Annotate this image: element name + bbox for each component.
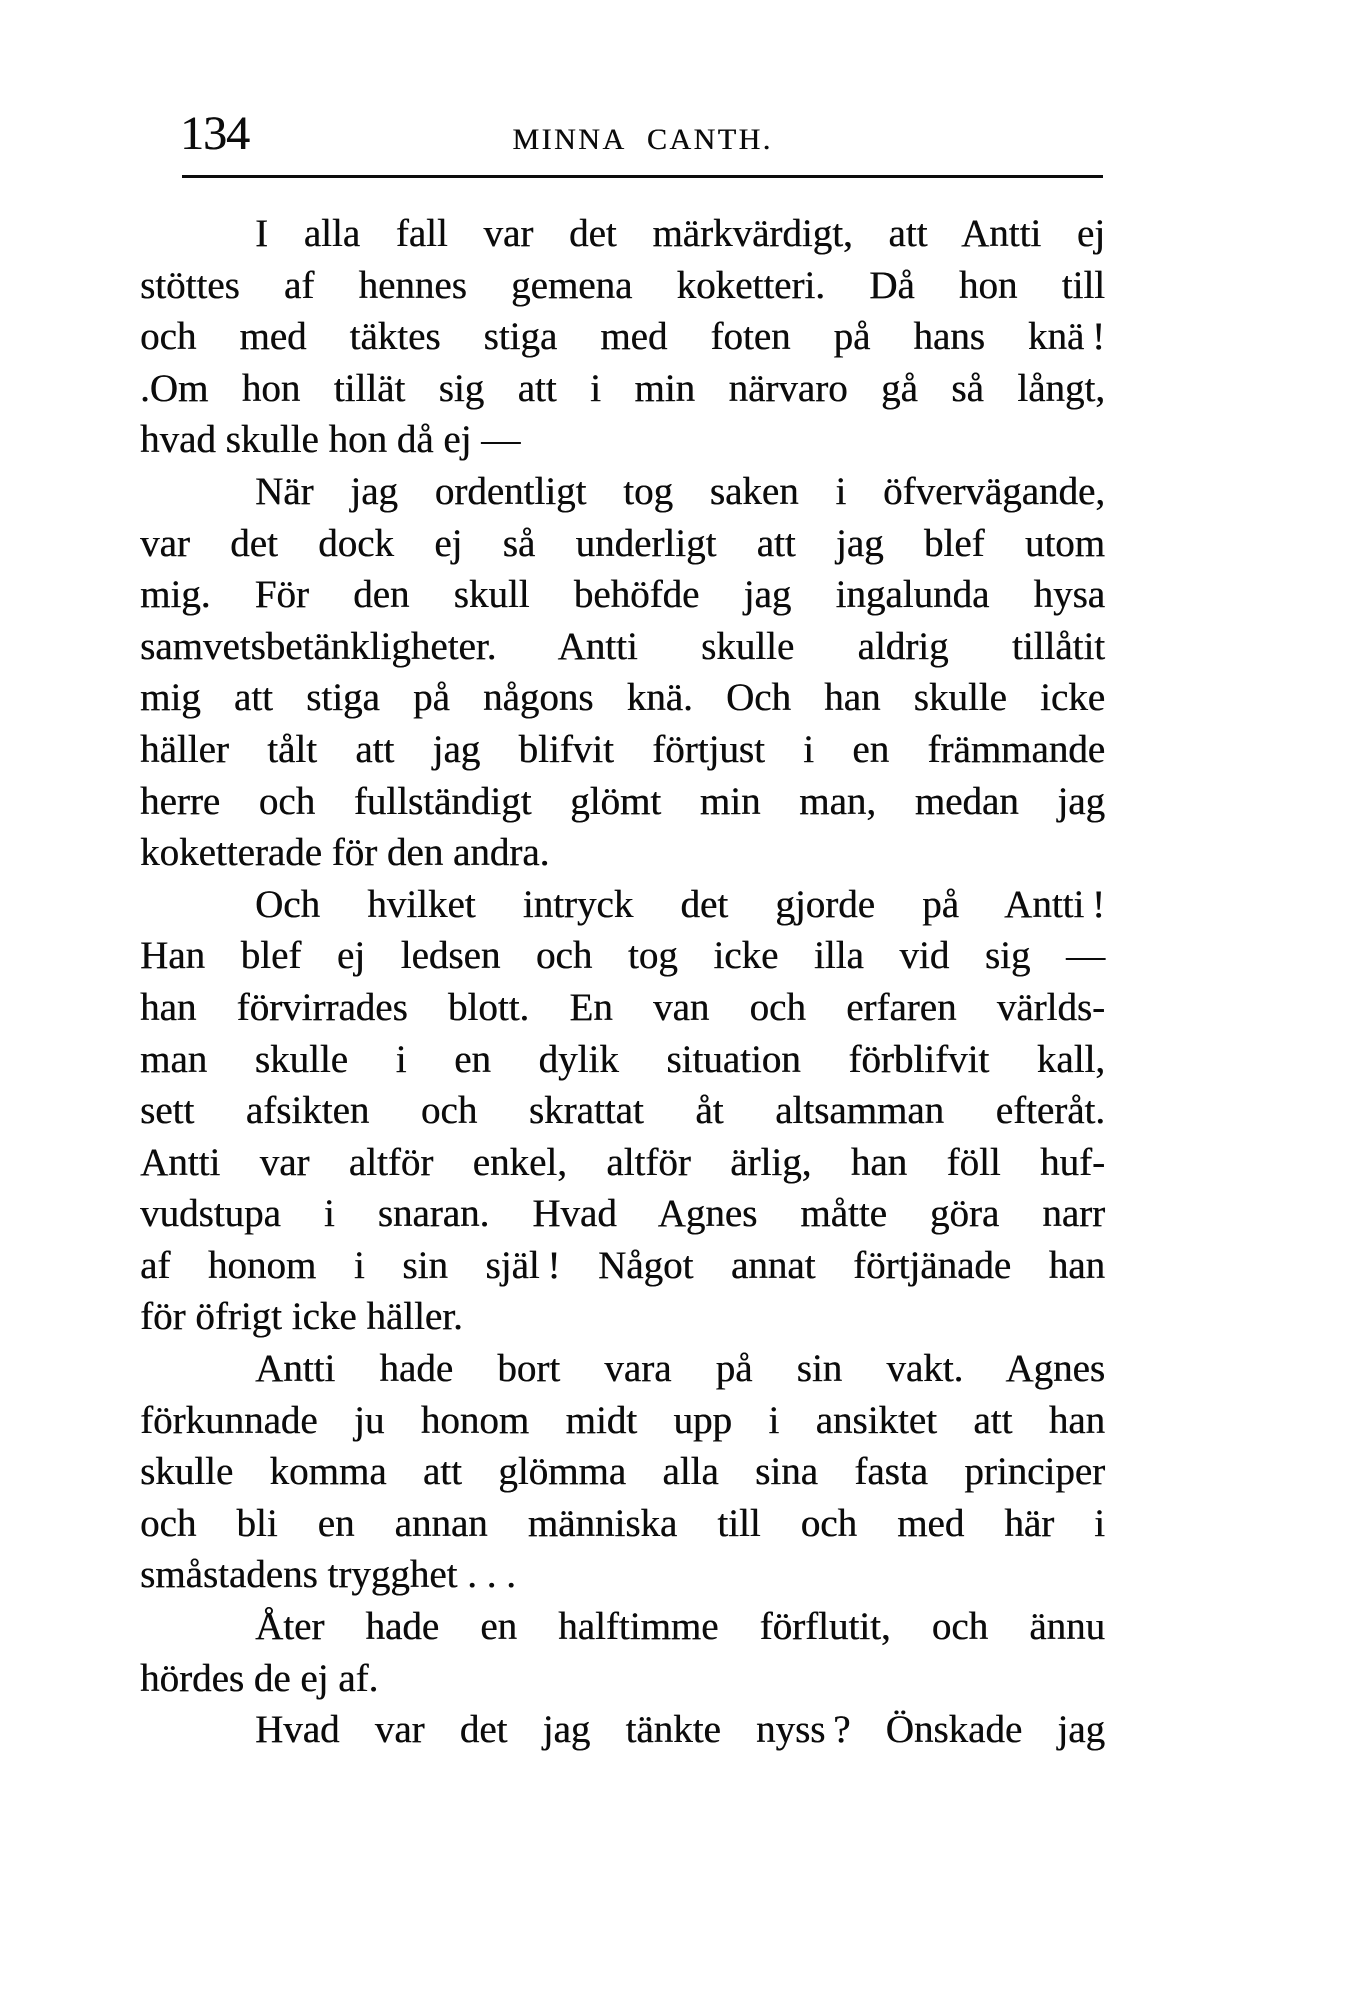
text-line: förkunnade ju honom midt upp i ansiktet att han (140, 1398, 1105, 1442)
text-line: af honom i sin själ ! Något annat förtjänade han (140, 1243, 1105, 1287)
page-number: 134 (180, 107, 249, 160)
text-line: hvad skulle hon då ej — (140, 418, 521, 462)
text-line: Han blef ej ledsen och tog icke illa vid sig — (140, 934, 1105, 978)
text-line: När jag ordentligt tog saken i öfvervägande, (255, 469, 1105, 513)
text-line: Hvad var det jag tänkte nyss ? Önskade jag (255, 1708, 1105, 1752)
text-line: och med täktes stiga med foten på hans knä ! (140, 315, 1105, 359)
text-line: och bli en annan människa till och med här i (140, 1501, 1105, 1545)
text-line: samvetsbetänkligheter. Antti skulle aldrig tillåtit (140, 624, 1105, 668)
text-line: var det dock ej så underligt att jag blef utom (140, 521, 1105, 565)
text-line: mig att stiga på någons knä. Och han skulle icke (140, 676, 1105, 720)
text-line: hördes de ej af. (140, 1656, 379, 1700)
text-line: för öfrigt icke häller. (140, 1295, 463, 1339)
text-line: häller tålt att jag blifvit förtjust i en främmande (140, 727, 1105, 771)
text-line: man skulle i en dylik situation förblifvit kall, (140, 1037, 1105, 1081)
text-line: stöttes af hennes gemena koketteri. Då hon till (140, 263, 1105, 307)
text-line: Antti var altför enkel, altför ärlig, han föll huf- (140, 1140, 1105, 1184)
header-rule (182, 175, 1103, 178)
text-line: han förvirrades blott. En van och erfaren världs- (140, 985, 1105, 1029)
text-line: vudstupa i snaran. Hvad Agnes måtte göra narr (140, 1192, 1105, 1236)
text-line: Antti hade bort vara på sin vakt. Agnes (255, 1347, 1105, 1391)
text-line: skulle komma att glömma alla sina fasta principer (140, 1450, 1105, 1494)
text-line: I alla fall var det märkvärdigt, att Antti ej (255, 212, 1105, 255)
page-text (140, 208, 1105, 1756)
text-line: koketterade för den andra. (140, 831, 550, 875)
running-title: MINNA CANTH. (512, 123, 773, 156)
text-line: mig. För den skull behöfde jag ingalunda hysa (140, 573, 1105, 617)
text-line: herre och fullständigt glömt min man, medan jag (140, 779, 1105, 823)
text-line: småstadens trygghet . . . (140, 1553, 516, 1597)
text-line: Och hvilket intryck det gjorde på Antti ! (255, 882, 1105, 926)
text-line: .Om hon tillät sig att i min närvaro gå så långt, (140, 366, 1105, 410)
text-line: Åter hade en halftimme förflutit, och ännu (255, 1605, 1105, 1649)
text-line: sett afsikten och skrattat åt altsamman efteråt. (140, 1089, 1105, 1133)
